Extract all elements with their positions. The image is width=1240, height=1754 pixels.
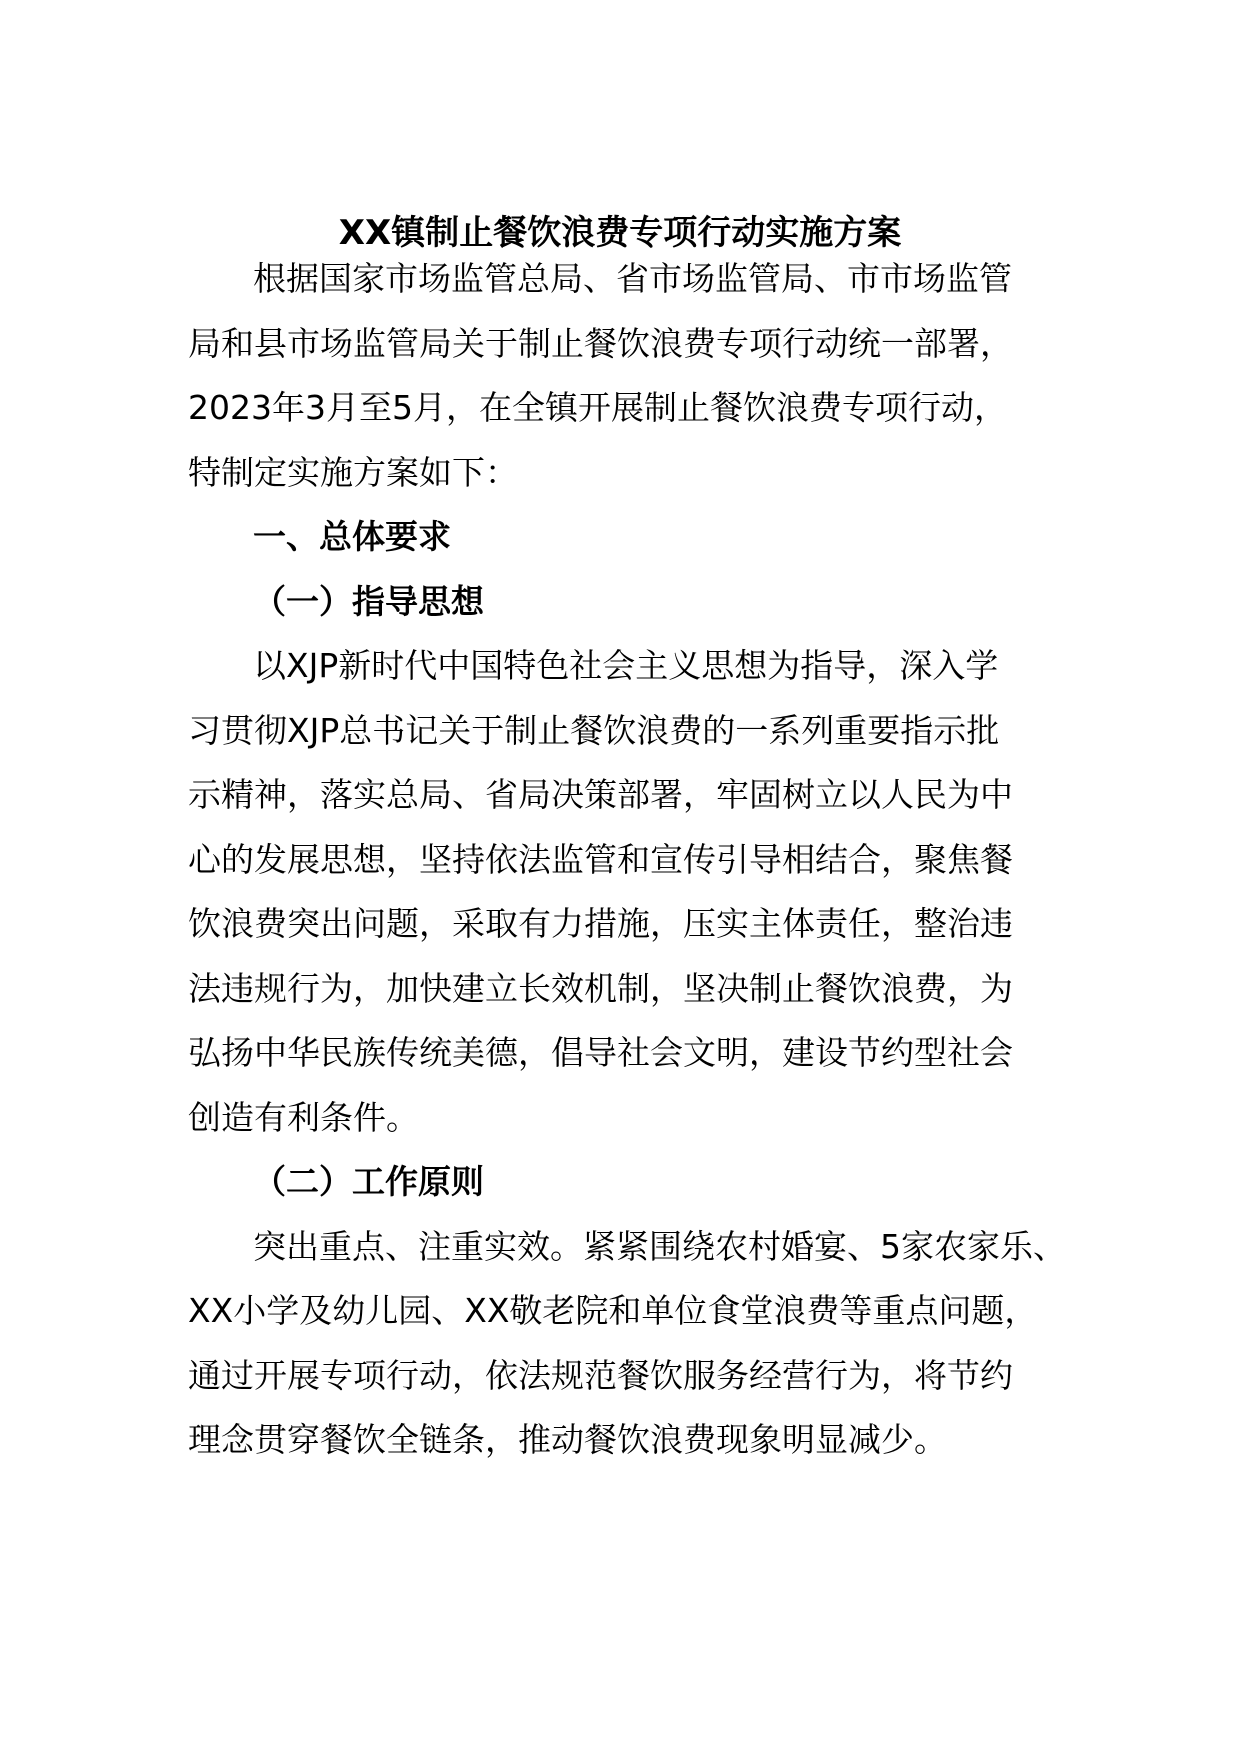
document-title: XX镇制止餐饮浪费专项行动实施方案 [338,213,902,253]
working-principles-line-3 [0,1343,1240,1409]
section-heading-text: 一、总体要求 [253,517,451,556]
guiding-thought-line-6 [0,956,1240,1022]
guiding-thought-line-2-text: 习贯彻XJP总书记关于制止餐饮浪费的一系列重要指示批 [188,711,1000,750]
guiding-thought-line-1 [0,633,1240,699]
guiding-thought-line-3 [0,762,1240,828]
subsection-heading-text: （一）指导思想 [253,582,484,621]
working-principles-line-1-text: 突出重点、注重实效。紧紧围绕农村婚宴、5家农家乐、 [253,1227,1066,1266]
guiding-thought-line-5-text: 饮浪费突出问题，采取有力措施，压实主体责任，整治违 [188,904,1013,943]
intro-line-1-text: 根据国家市场监管总局、省市场监管局、市市场监管 [253,259,1012,298]
intro-line-3-text: 2023年3月至5月，在全镇开展制止餐饮浪费专项行动， [188,388,1007,427]
section-heading-overall-requirements [0,504,1240,570]
guiding-thought-line-6-text: 法违规行为，加快建立长效机制，坚决制止餐饮浪费，为 [188,969,1013,1008]
subsection-heading-guiding-thought [0,569,1240,635]
guiding-thought-line-3-text: 示精神，落实总局、省局决策部署，牢固树立以人民为中 [188,775,1013,814]
intro-line-1 [0,246,1240,312]
working-principles-line-4-text: 理念贯穿餐饮全链条，推动餐饮浪费现象明显减少。 [188,1420,947,1459]
intro-line-3 [0,375,1240,441]
guiding-thought-line-7 [0,1020,1240,1086]
intro-line-4 [0,440,1240,506]
intro-line-4-text: 特制定实施方案如下： [188,453,518,492]
guiding-thought-line-4-text: 心的发展思想，坚持依法监管和宣传引导相结合，聚焦餐 [188,840,1013,879]
working-principles-line-2 [0,1278,1240,1344]
guiding-thought-line-8 [0,1085,1240,1151]
working-principles-line-2-text: XX小学及幼儿园、XX敬老院和单位食堂浪费等重点问题， [188,1291,1038,1330]
guiding-thought-line-2 [0,698,1240,764]
subsection-heading-working-principles [0,1149,1240,1215]
intro-line-2 [0,311,1240,377]
guiding-thought-line-7-text: 弘扬中华民族传统美德，倡导社会文明，建设节约型社会 [188,1033,1013,1072]
intro-line-2-text: 局和县市场监管局关于制止餐饮浪费专项行动统一部署， [188,324,1013,363]
guiding-thought-line-8-text: 创造有利条件。 [188,1098,419,1137]
subsection-heading-text: （二）工作原则 [253,1162,484,1201]
working-principles-line-4 [0,1407,1240,1473]
working-principles-line-3-text: 通过开展专项行动，依法规范餐饮服务经营行为，将节约 [188,1356,1013,1395]
guiding-thought-line-1-text: 以XJP新时代中国特色社会主义思想为指导，深入学 [253,646,999,685]
guiding-thought-line-4 [0,827,1240,893]
guiding-thought-line-5 [0,891,1240,957]
working-principles-line-1 [0,1214,1240,1280]
